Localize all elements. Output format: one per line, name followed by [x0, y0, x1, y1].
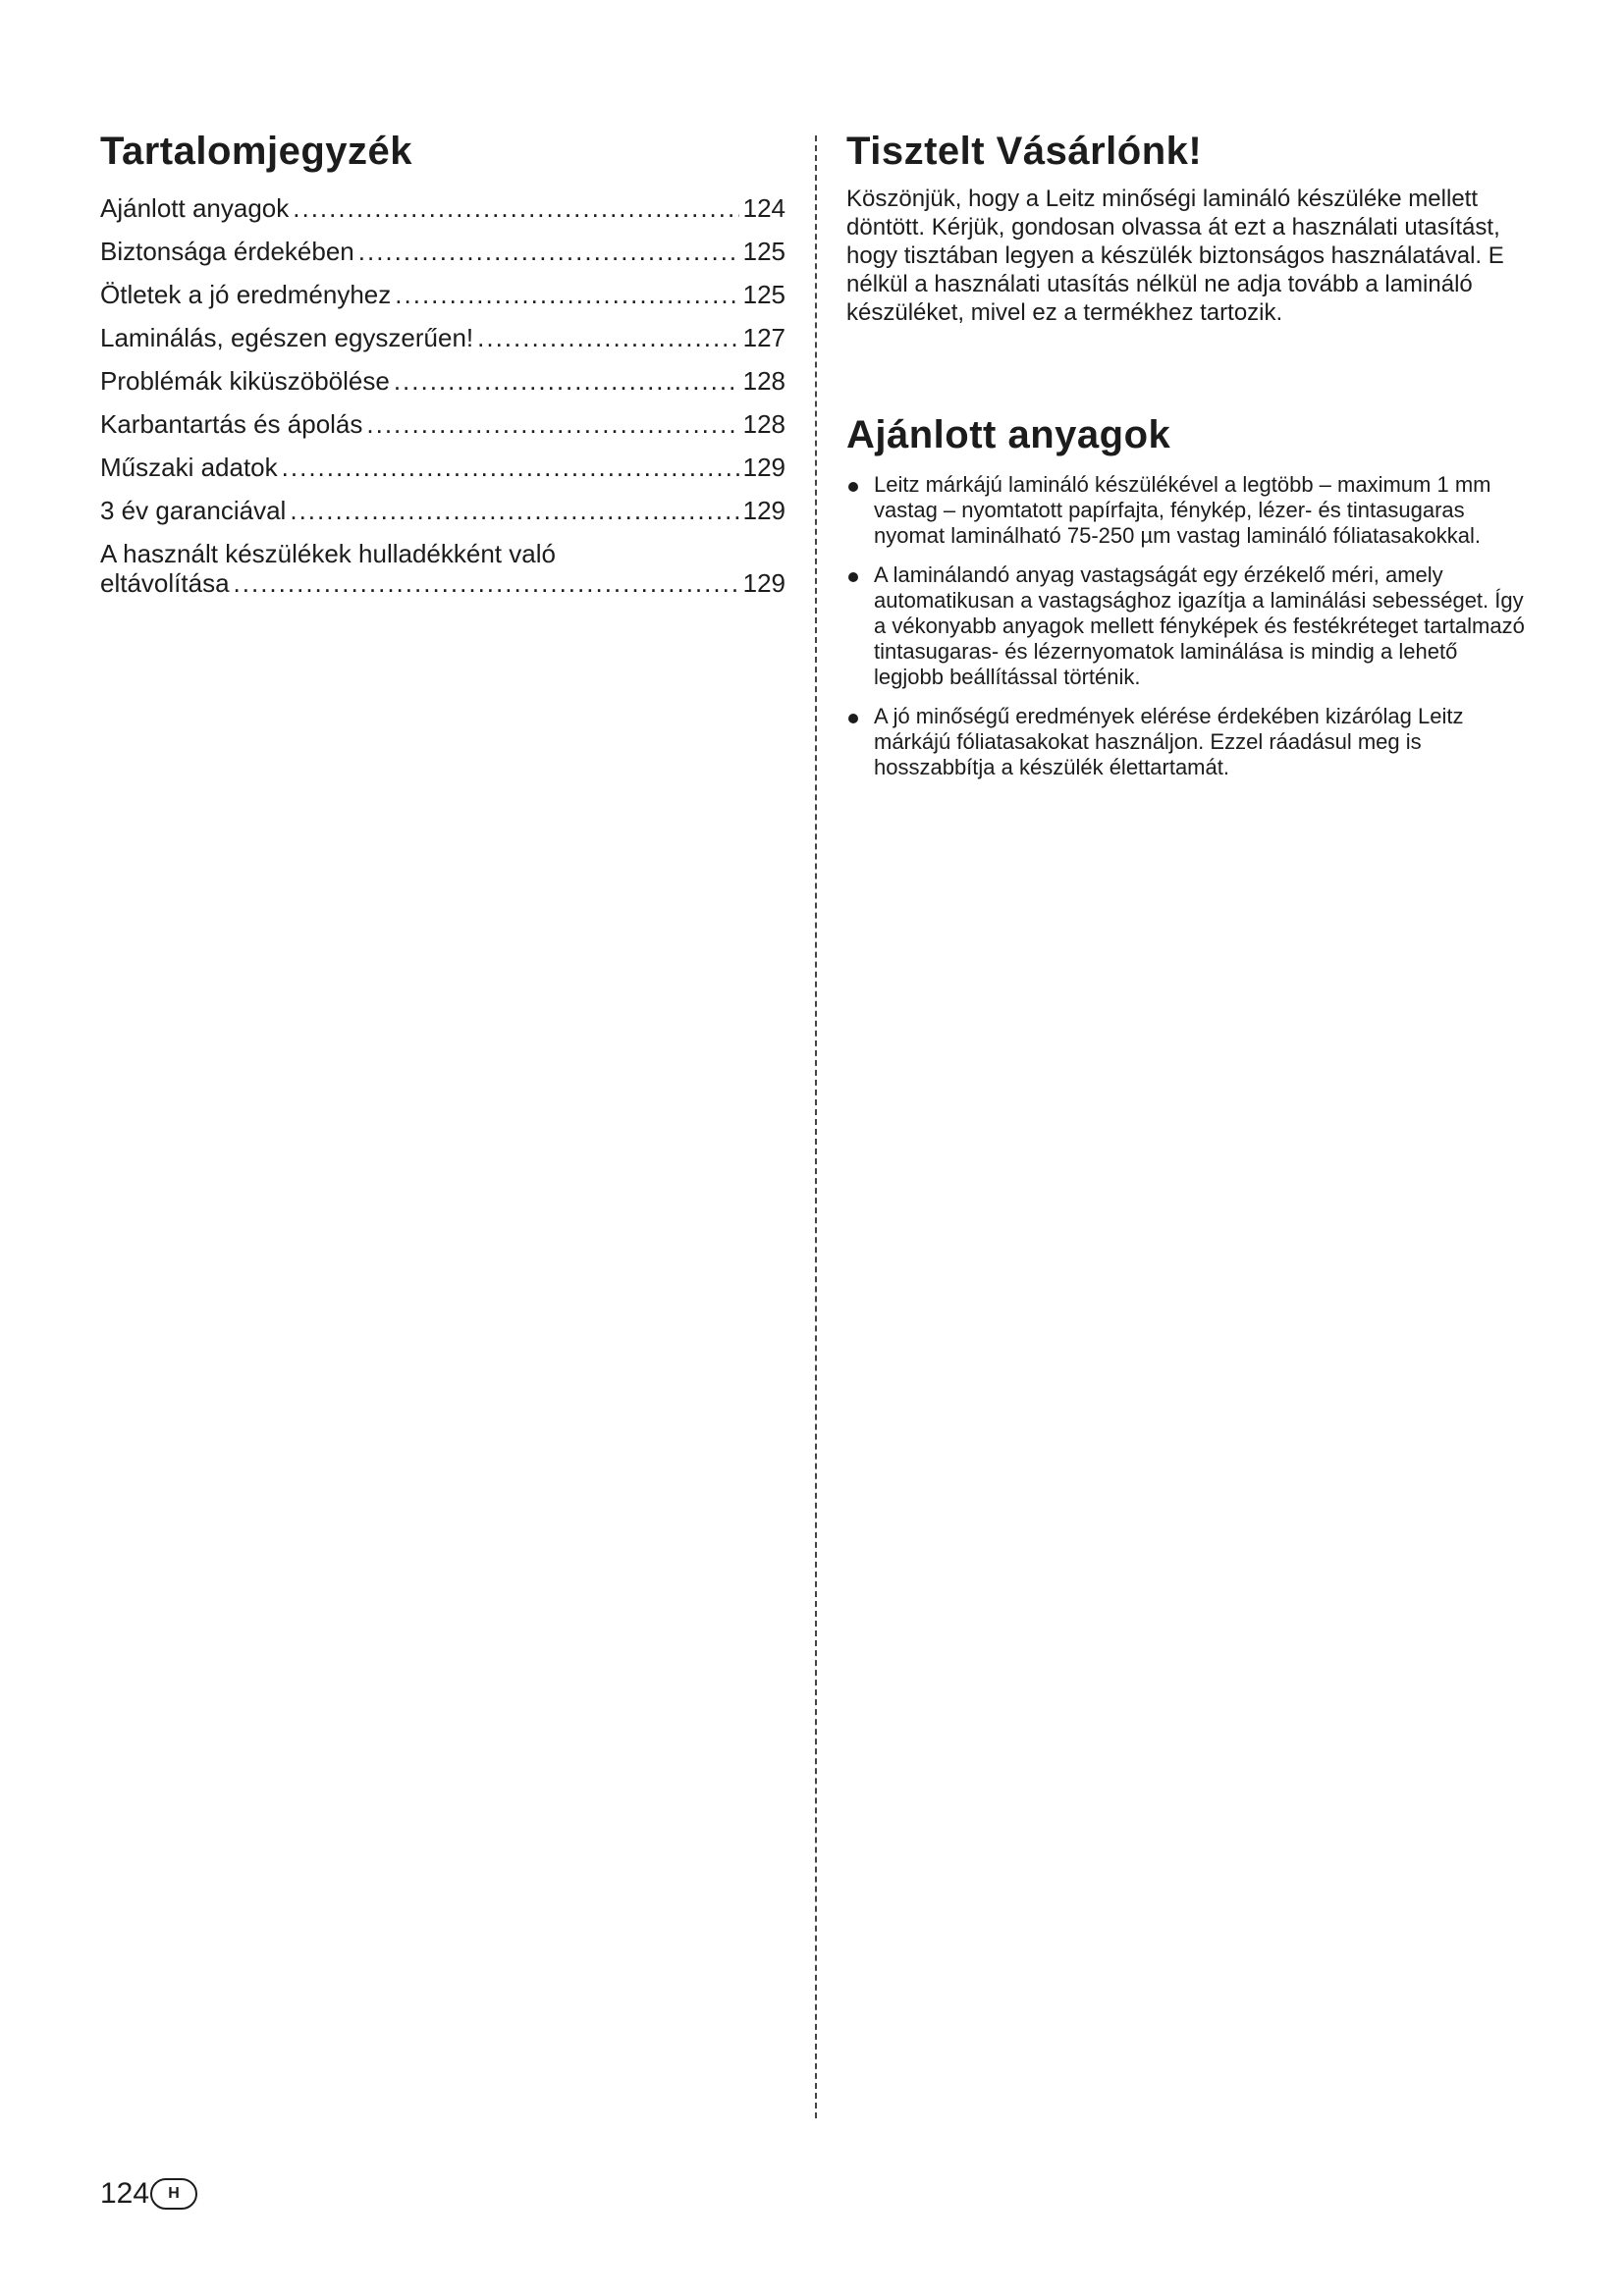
page-footer — [100, 2177, 197, 2211]
table-of-contents — [100, 187, 785, 605]
toc-leader-dots — [358, 237, 739, 266]
toc-entry-page: 129 — [742, 453, 785, 482]
toc-entry-title: Karbantartás és ápolás — [100, 409, 363, 439]
toc-entry-page: 128 — [742, 409, 785, 439]
materials-heading: Ajánlott anyagok — [846, 413, 1171, 456]
toc-leader-dots — [293, 193, 738, 223]
toc-entry-title: Műszaki adatok — [100, 453, 278, 482]
list-item — [846, 562, 1530, 690]
toc-leader-dots — [366, 409, 738, 439]
toc-entry-page: 125 — [742, 280, 785, 309]
toc-leader-dots — [290, 496, 738, 525]
toc-entry-page: 129 — [742, 568, 785, 598]
toc-leader-dots — [395, 280, 738, 309]
list-item-text: Leitz márkájú lamináló készülékével a legtöbb – maximum 1 mm vastag – nyomtatott papírfajta, fénykép, lézer- és tintasugaras nyomat laminálható 75-250 µm vastag lamináló fóliatasakokkal. — [874, 472, 1491, 548]
toc-entry[interactable] — [100, 446, 785, 489]
language-badge: H — [150, 2178, 197, 2210]
toc-entry-title-line1: A használt készülékek hulladékként való — [100, 539, 556, 568]
right-column — [846, 128, 1530, 794]
toc-entry-title: Biztonsága érdekében — [100, 237, 354, 266]
toc-entry[interactable] — [100, 273, 785, 316]
toc-entry-page: 125 — [742, 237, 785, 266]
toc-entry-title: Laminálás, egészen egyszerűen! — [100, 323, 474, 352]
list-item-text: A jó minőségű eredmények elérése érdekében kizárólag Leitz márkájú fóliatasakokat használjon. Ezzel ráadásul meg is hosszabbítja a készülék élettartamát. — [874, 704, 1464, 779]
toc-entry[interactable] — [100, 187, 785, 230]
column-divider — [815, 135, 817, 2118]
toc-entry-title: Ajánlott anyagok — [100, 193, 290, 223]
toc-heading: Tartalomjegyzék — [100, 130, 412, 173]
toc-leader-dots — [234, 568, 739, 598]
list-item — [846, 472, 1530, 549]
toc-entry-page: 124 — [742, 193, 785, 223]
toc-entry-page: 128 — [742, 366, 785, 396]
toc-entry-page: 127 — [742, 323, 785, 352]
toc-entry[interactable] — [100, 489, 785, 532]
greeting-heading: Tisztelt Vásárlónk! — [846, 130, 1203, 173]
left-column — [100, 128, 785, 605]
toc-entry[interactable] — [100, 230, 785, 273]
toc-entry-title: Ötletek a jó eredményhez — [100, 280, 392, 309]
materials-list — [846, 472, 1530, 780]
toc-entry[interactable] — [100, 532, 785, 605]
toc-entry-title: Problémák kiküszöbölése — [100, 366, 390, 396]
toc-leader-dots — [394, 366, 739, 396]
toc-entry-title: 3 év garanciával — [100, 496, 287, 525]
bullet-icon — [848, 714, 858, 723]
list-item — [846, 704, 1530, 780]
bullet-icon — [848, 482, 858, 492]
toc-entry[interactable] — [100, 316, 785, 359]
toc-entry-page: 129 — [742, 496, 785, 525]
greeting-text: Köszönjük, hogy a Leitz minőségi lamináló készüléke mellett döntött. Kérjük, gondosan olvassa át ezt a használati utasítást, hogy tisztában legyen a készülék biztonságos használatával. E nélkül a használati utasítás nélkül ne adja tovább a lamináló készüléket, mivel ez a termékhez tartozik. — [846, 186, 1504, 326]
toc-entry-title-line2: eltávolítása — [100, 568, 230, 598]
page-number: 124 — [100, 2177, 150, 2210]
toc-leader-dots — [282, 453, 739, 482]
toc-entry[interactable] — [100, 402, 785, 446]
bullet-icon — [848, 572, 858, 582]
list-item-text: A laminálandó anyag vastagságát egy érzékelő méri, amely automatikusan a vastagsághoz igazítja a laminálási sebességet. Így a vékonyabb anyagok mellett fényképek és festékréteget tartalmazó tintasugaras- és lézernyomatok laminálása is mindig a lehető legjobb beállítással történik. — [874, 562, 1525, 689]
toc-leader-dots — [477, 323, 738, 352]
toc-entry[interactable] — [100, 359, 785, 402]
